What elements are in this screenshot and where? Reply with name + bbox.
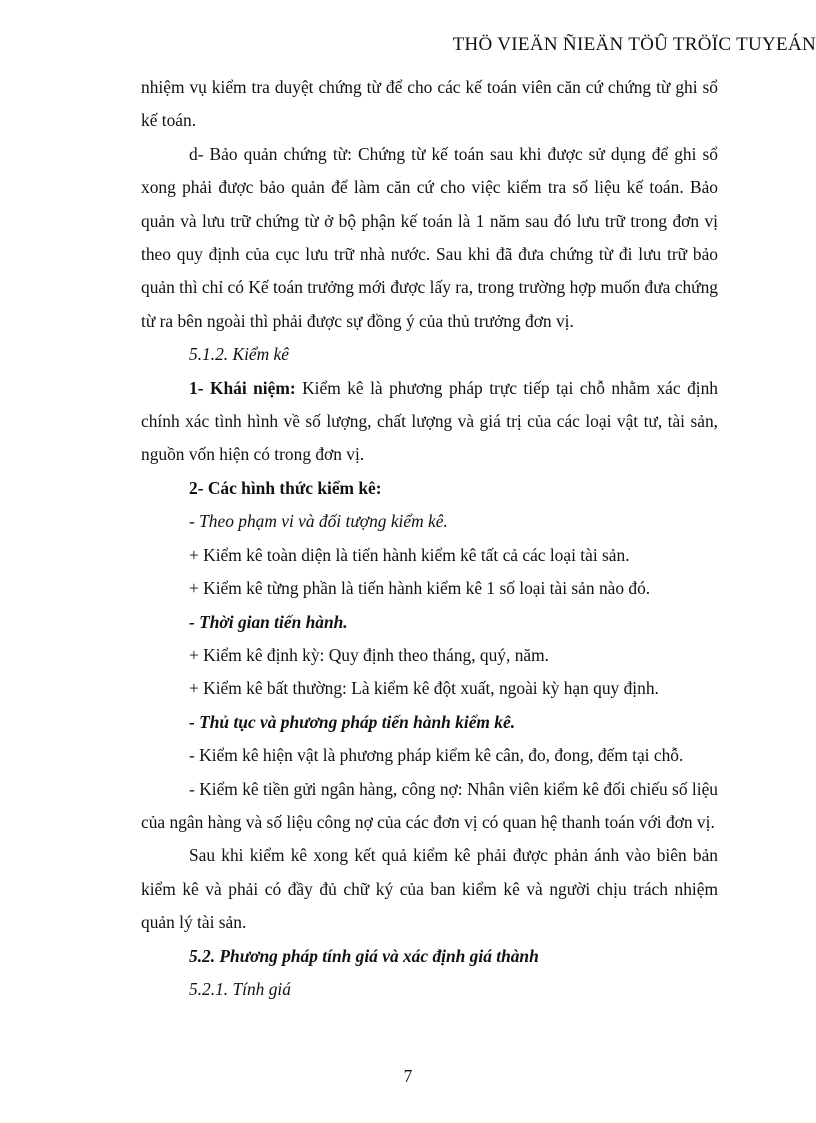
- subheading-time: - Thời gian tiến hành.: [189, 611, 348, 632]
- paragraph-bank-deposit-inventory: - Kiểm kê tiền gửi ngân hàng, công nợ: Nhân viên kiểm kê đối chiếu số liệu của ngân hàng và số liệu công nợ của các đơn vị có quan hệ thanh toán với đơn vị.: [141, 778, 718, 832]
- list-item-full-inventory: + Kiểm kê toàn diện là tiến hành kiểm kê tất cả các loại tài sản.: [189, 544, 630, 565]
- section-heading-5-2-1: 5.2.1. Tính giá: [189, 978, 291, 999]
- list-item-physical-inventory: - Kiểm kê hiện vật là phương pháp kiểm kê cân, đo, đong, đếm tại chỗ.: [189, 745, 684, 766]
- list-item-irregular-inventory: + Kiểm kê bất thường: Là kiểm kê đột xuất, ngoài kỳ hạn quy định.: [189, 678, 659, 699]
- paragraph-document-storage: d- Bảo quản chứng từ: Chứng từ kế toán sau khi được sử dụng để ghi sổ xong phải được bảo quản để làm căn cứ cho việc kiểm tra số liệu kế toán. Bảo quản và lưu trữ chứng từ ở bộ phận kế toán là 1 năm sau đó lưu trữ trong đơn vị theo quy định của cục lưu trữ nhà nước. Sau khi đã đưa chứng từ đi lưu trữ bảo quản thì chỉ có Kế toán trưởng mới được lấy ra, trong trường hợp muốn đưa chứng từ ra bên ngoài thì phải được sự đồng ý của thủ trưởng đơn vị.: [141, 143, 718, 331]
- section-heading-5-2: 5.2. Phương pháp tính giá và xác định giá thành: [189, 945, 539, 966]
- concept-text: Kiểm kê là phương pháp trực tiếp tại chỗ nhằm xác định chính xác tình hình về số lượng, chất lượng và giá trị của các loại vật tư, tài sản, nguồn vốn hiện có trong đơn vị.: [141, 377, 718, 465]
- page-number: 7: [403, 1066, 413, 1086]
- concept-label: 1- Khái niệm:: [189, 377, 296, 398]
- heading-inventory-forms: 2- Các hình thức kiểm kê:: [189, 477, 382, 498]
- paragraph-intro: nhiệm vụ kiểm tra duyệt chứng từ để cho các kế toán viên căn cứ chứng từ ghi sổ kế toán.: [141, 77, 718, 131]
- paragraph-concept: [141, 372, 718, 472]
- page-header: THÖ VIEÄN ÑIEÄN TÖÛ TRÖÏC TUYEÁN: [452, 34, 816, 55]
- subheading-scope: - Theo phạm vi và đối tượng kiểm kê.: [189, 511, 448, 532]
- paragraph-after-inventory: Sau khi kiểm kê xong kết quả kiểm kê phải được phản ánh vào biên bản kiểm kê và phải có đầy đủ chữ ký của ban kiểm kê và người chịu trách nhiệm quản lý tài sản.: [141, 845, 718, 933]
- document-body: [141, 71, 718, 1006]
- section-heading-5-1-2: 5.1.2. Kiểm kê: [189, 344, 289, 365]
- list-item-periodic-inventory: + Kiểm kê định kỳ: Quy định theo tháng, quý, năm.: [189, 644, 549, 665]
- subheading-procedure: - Thủ tục và phương pháp tiến hành kiểm kê.: [189, 711, 516, 732]
- list-item-partial-inventory: + Kiểm kê từng phần là tiến hành kiểm kê 1 số loại tài sản nào đó.: [189, 578, 651, 599]
